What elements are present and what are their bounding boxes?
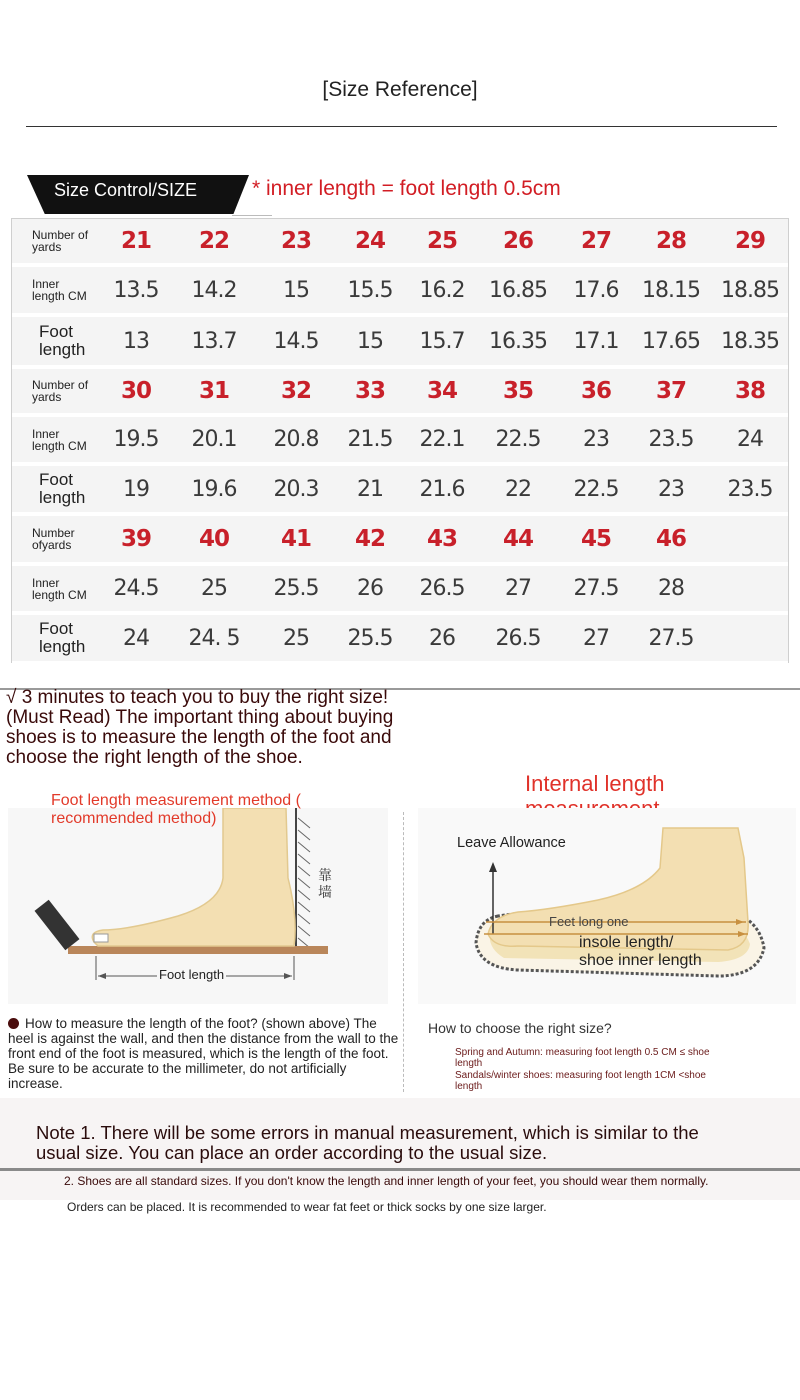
size-number-cell: 28: [655, 228, 686, 254]
notes-divider: [0, 1168, 800, 1171]
size-row-inner: [12, 267, 788, 315]
feet-long-label: Feet long one: [549, 914, 629, 929]
foot-length-cell: 14.5: [273, 328, 319, 354]
foot-length-cell: 26.5: [495, 625, 541, 651]
inner-length-note: * inner length = foot length 0.5cm: [252, 177, 561, 200]
inner-length-cell: 28: [658, 576, 684, 601]
inner-length-cell: 17.6: [573, 277, 619, 303]
row-label-inner: [12, 267, 104, 313]
size-number-cell: 46: [655, 526, 686, 552]
inner-length-cell: 27.5: [573, 576, 619, 601]
tip-spring-autumn: Spring and Autumn: measuring foot length 0.5 CM ≤ shoe length: [455, 1047, 710, 1069]
size-number-cell: 44: [502, 526, 533, 552]
size-table: [11, 218, 789, 663]
inner-length-cell: 14.2: [191, 277, 237, 303]
size-control-label: Size Control/SIZE: [54, 180, 198, 200]
row-label-line: length: [39, 340, 86, 359]
size-number-cell: [717, 516, 783, 562]
foot-length-cell: 22.5: [573, 476, 619, 502]
foot-length-cell: 18.35: [721, 328, 779, 354]
size-number-cell: 26: [502, 228, 533, 254]
row-label-line: Inner: [32, 426, 60, 441]
inner-length-cell: 16.85: [489, 277, 547, 303]
size-number-cell: 45: [580, 526, 611, 552]
inner-length-cell: 26.5: [419, 576, 465, 601]
size-number-cell: 38: [734, 378, 765, 404]
inner-length-cell: 13.5: [113, 277, 159, 303]
row-label-foot: [12, 317, 104, 365]
foot-length-cell: 25.5: [347, 625, 393, 651]
row-label-line: length CM: [32, 289, 87, 303]
title-divider: [26, 126, 777, 127]
size-number-cell: 22: [198, 228, 229, 254]
foot-length-cell: 19: [123, 476, 149, 502]
foot-length-cell: 13: [123, 328, 149, 354]
size-row-inner: [12, 566, 788, 613]
foot-length-cell: 16.35: [489, 328, 547, 354]
row-label-yards: [12, 516, 104, 562]
foot-length-cell: [717, 615, 783, 661]
row-label-yards: [12, 219, 104, 263]
foot-length-cell: 27: [583, 625, 609, 651]
row-label-line: ofyards: [32, 538, 72, 552]
row-label-line: yards: [32, 390, 62, 404]
size-number-cell: 24: [354, 228, 385, 254]
size-number-cell: 35: [502, 378, 533, 404]
leave-allowance-label: Leave Allowance: [457, 835, 566, 851]
inner-length-cell: 24: [737, 427, 763, 452]
inner-length-cell: 19.5: [113, 427, 159, 452]
foot-length-cell: 25: [283, 625, 309, 651]
inner-length-cell: 26: [357, 576, 383, 601]
size-number-cell: 29: [734, 228, 765, 254]
inner-length-cell: 20.8: [273, 427, 319, 452]
row-label-line: Number of: [32, 228, 89, 242]
foot-length-label: Foot length: [159, 967, 225, 982]
size-row-inner: [12, 417, 788, 464]
foot-length-cell: 19.6: [191, 476, 237, 502]
row-label-line: length: [39, 488, 86, 507]
size-number-cell: 23: [280, 228, 311, 254]
size-number-cell: 21: [120, 228, 151, 254]
inner-length-cell: 15.5: [347, 277, 393, 303]
tip-sandals-winter: Sandals/winter shoes: measuring foot length 1CM <shoe length: [455, 1070, 706, 1092]
how-to-measure-text: [8, 1016, 402, 1091]
inner-length-cell: 18.85: [721, 277, 779, 303]
foot-length-cell: 22: [505, 476, 531, 502]
row-label-line: Number of: [32, 378, 89, 392]
size-number-cell: 32: [280, 378, 311, 404]
row-label-yards: [12, 369, 104, 413]
row-label-line: yards: [32, 240, 62, 254]
how-to-measure-body: How to measure the length of the foot? (shown above) The heel is against the wall, and then the distance from the wall to the front end of the foot is measured, which is the length of the foot. Be sure to be accurate to the millimeter, do not artificially increase.: [8, 1016, 399, 1091]
row-label-inner: [12, 566, 104, 611]
size-number-cell: 41: [280, 526, 311, 552]
size-row-foot: [12, 466, 788, 514]
inner-length-cell: 27: [505, 576, 531, 601]
size-number-cell: 31: [198, 378, 229, 404]
page-title: [Size Reference]: [322, 78, 478, 101]
size-row-yards: [12, 219, 788, 265]
row-label-foot: [12, 615, 104, 661]
row-label-inner: [12, 417, 104, 462]
row-label-line: Foot: [39, 619, 74, 638]
insole-length-label: insole length/: [579, 934, 674, 951]
foot-length-cell: 21: [357, 476, 383, 502]
row-label-line: length CM: [32, 587, 87, 602]
foot-length-cell: 17.65: [642, 328, 700, 354]
note-3: Orders can be placed. It is recommended to wear fat feet or thick socks by one size larger.: [67, 1200, 547, 1214]
size-row-yards: [12, 516, 788, 564]
inner-length-cell: 15: [283, 277, 309, 303]
foot-length-cell: 17.1: [573, 328, 619, 354]
row-label-line: length: [39, 637, 86, 656]
inner-length-cell: [717, 566, 783, 611]
size-number-cell: 27: [580, 228, 611, 254]
internal-length-method-title: Internal length: [525, 771, 665, 796]
intro-text: √ 3 minutes to teach you to buy the right size! (Must Read) The important thing about buying shoes is to measure the length of the foot and choose the right length of the shoe.: [6, 687, 394, 768]
size-row-foot: [12, 317, 788, 367]
size-number-cell: 33: [354, 378, 385, 404]
foot-length-cell: 24: [123, 625, 149, 651]
inner-length-cell: 24.5: [113, 576, 159, 601]
size-number-cell: 37: [655, 378, 686, 404]
row-label-line: Number: [32, 526, 75, 540]
foot-length-cell: 20.3: [273, 476, 319, 502]
foot-length-cell: 15.7: [419, 328, 465, 354]
inner-length-cell: 23.5: [648, 427, 694, 452]
inner-length-cell: 22.1: [419, 427, 465, 452]
size-number-cell: 25: [426, 228, 457, 254]
inner-length-cell: 25.5: [273, 576, 319, 601]
inner-length-cell: 20.1: [191, 427, 237, 452]
row-label-line: Inner: [32, 277, 60, 291]
foot-length-cell: 24. 5: [188, 625, 240, 651]
row-label-line: Foot: [39, 322, 74, 341]
row-label-foot: [12, 466, 104, 512]
foot-length-cell: 27.5: [648, 625, 694, 651]
inner-length-cell: 23: [583, 427, 609, 452]
foot-length-cell: 23: [658, 476, 684, 502]
note-2: 2. Shoes are all standard sizes. If you don't know the length and inner length of your feet, you should wear them normally.: [64, 1174, 709, 1188]
size-number-cell: 42: [354, 526, 385, 552]
row-label-line: length CM: [32, 438, 87, 453]
size-number-cell: 36: [580, 378, 611, 404]
inner-length-cell: 18.15: [642, 277, 700, 303]
size-number-cell: 30: [120, 378, 151, 404]
foot-length-cell: 26: [429, 625, 455, 651]
row-label-line: Inner: [32, 575, 60, 590]
note-1: Note 1. There will be some errors in manual measurement, which is similar to the usual size. You can place an order according to the usual size.: [36, 1122, 699, 1163]
inner-length-cell: 25: [201, 576, 227, 601]
size-row-foot: [12, 615, 788, 663]
foot-length-cell: 21.6: [419, 476, 465, 502]
size-row-yards: [12, 369, 788, 415]
tab-underline: [232, 215, 272, 216]
how-to-choose-title: How to choose the right size?: [428, 1020, 612, 1036]
inner-length-cell: 21.5: [347, 427, 393, 452]
size-number-cell: 40: [198, 526, 229, 552]
row-label-line: Foot: [39, 470, 74, 489]
inner-length-cell: 22.5: [495, 427, 541, 452]
shoe-inner-length-label: shoe inner length: [579, 952, 702, 969]
vertical-divider: [403, 812, 404, 1092]
foot-length-cell: 23.5: [727, 476, 773, 502]
size-number-cell: 39: [120, 526, 151, 552]
inner-length-cell: 16.2: [419, 277, 465, 303]
bullet-icon: [8, 1018, 19, 1029]
foot-length-method-title: Foot length measurement method ( recommended method): [51, 792, 301, 827]
size-number-cell: 43: [426, 526, 457, 552]
foot-length-cell: 15: [357, 328, 383, 354]
wall-label: 靠墙: [318, 868, 332, 901]
foot-length-cell: 13.7: [191, 328, 237, 354]
size-number-cell: 34: [426, 378, 457, 404]
